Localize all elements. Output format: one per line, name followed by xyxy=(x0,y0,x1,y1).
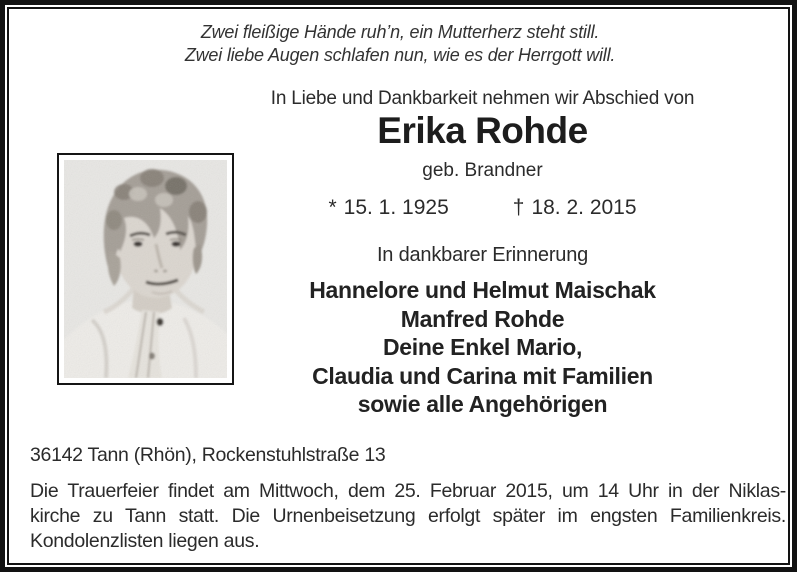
death-date: 18. 2. 2015 xyxy=(531,196,637,219)
birth-star-symbol: * xyxy=(328,196,337,219)
mourner-line: sowie alle Angehörigen xyxy=(357,391,608,417)
address-line: 36142 Tann (Rhön), Rockenstuhlstraße 13 xyxy=(30,444,386,466)
funeral-details-line: Kondolenzlisten liegen aus. xyxy=(30,530,260,552)
deceased-name: Erika Rohde xyxy=(377,110,588,151)
birth-date: 15. 1. 1925 xyxy=(343,196,449,219)
memorial-verse xyxy=(0,21,800,67)
death-date-group xyxy=(513,196,637,220)
verse-line-1: Zwei fleißige Hände ruh’n, ein Mutterherz steht still. xyxy=(200,22,600,42)
mourner-line: Claudia und Carina mit Familien xyxy=(312,362,653,389)
mourners-list xyxy=(160,276,800,419)
funeral-details xyxy=(30,479,786,554)
funeral-details-line: kirche zu Tann statt. Die Urnenbeisetzung erfolgt später im engsten Familienkreis. xyxy=(30,505,786,527)
funeral-details-line: Die Trauerfeier findet am Mittwoch, dem 25. Februar 2015, um 14 Uhr in der Niklas- xyxy=(30,480,786,502)
mourner-line: Manfred Rohde xyxy=(400,305,565,332)
maiden-name: geb. Brandner xyxy=(422,160,543,181)
mourner-line: Hannelore und Helmut Maischak xyxy=(309,277,656,303)
mourner-line: Deine Enkel Mario, xyxy=(382,334,583,360)
life-dates xyxy=(160,196,800,220)
birth-date-group xyxy=(328,196,448,220)
death-cross-symbol: † xyxy=(512,196,525,219)
farewell-intro: In Liebe und Dankbarkeit nehmen wir Abschied von xyxy=(270,88,695,109)
remembrance-line: In dankbarer Erinnerung xyxy=(376,244,589,266)
verse-line-2: Zwei liebe Augen schlafen nun, wie es der Herrgott will. xyxy=(184,45,616,65)
